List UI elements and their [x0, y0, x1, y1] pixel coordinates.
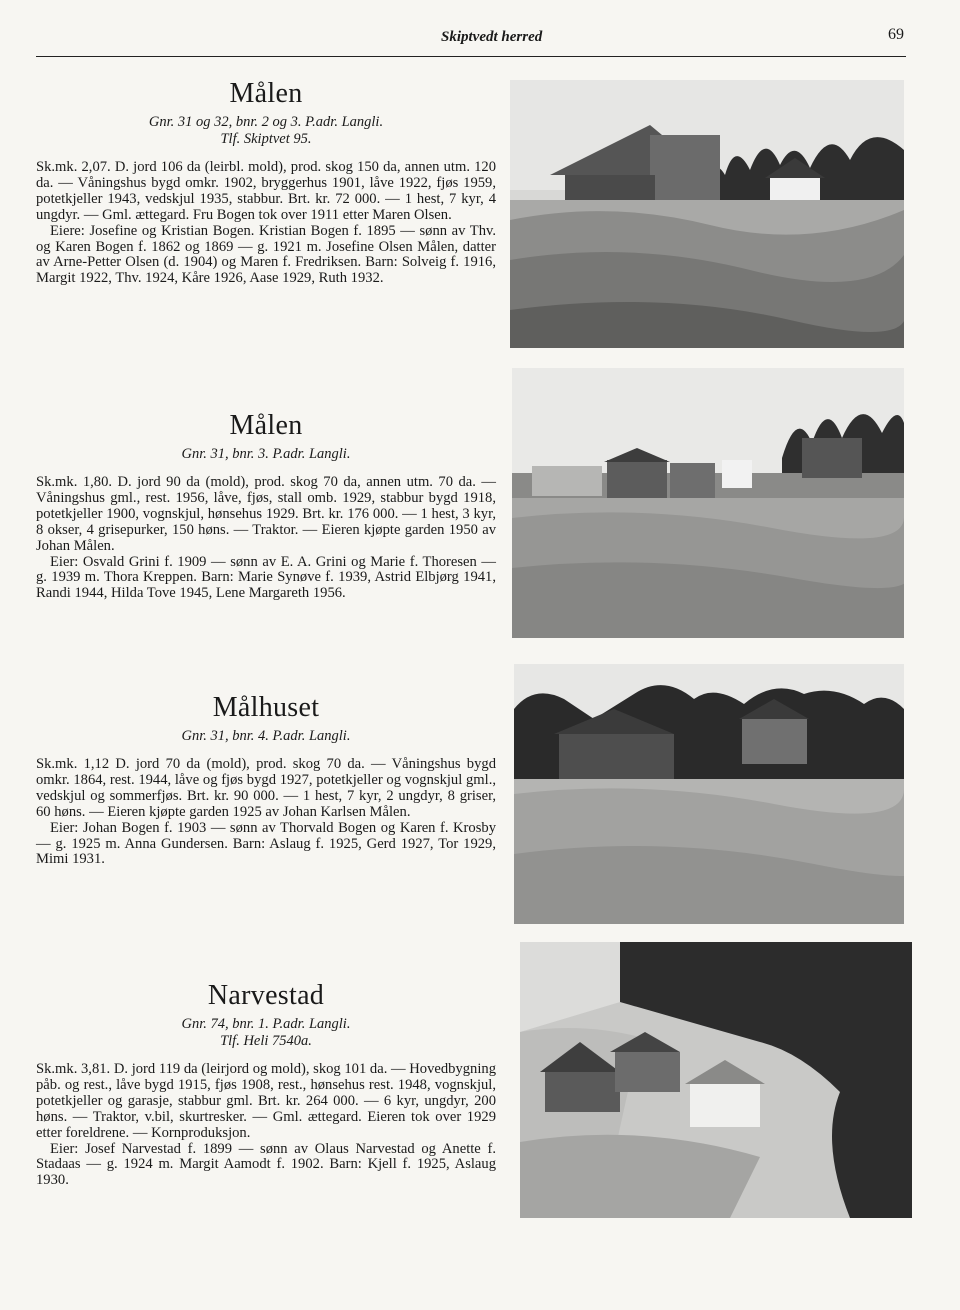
- paragraph: Sk.mk. 3,81. D. jord 119 da (leirjord og mold), skog 101 da. — Hovedbygning påb. og rest., låve bygd 1915, fjøs 1908, rest., hønsehus rest. 1948, vognskjul, potetkjeller og garasje, stabbur gml. Brt. kr. 264 000. — 6 kyr, ungdyr, 200 høns. — Traktor, v.bil, skurtresker. — Gml. ættegard. Eieren tok over 1929 etter foreldrene. — Kornproduksjon.: [36, 1061, 496, 1141]
- paragraph: Eiere: Josefine og Kristian Bogen. Kristian Bogen f. 1895 — sønn av Thv. og Karen Bogen f. 1862 og 1869 — g. 1921 m. Josefine Olsen Målen, datter av Arne-Petter Olsen (d. 1904) og Maren f. Fredriksen. Barn: Solveig f. 1916, Margit 1922, Thv. 1924, Kåre 1926, Aase 1929, Ruth 1932.: [36, 222, 496, 287]
- meta-line: Tlf. Heli 7540a.: [220, 1033, 312, 1049]
- photo-malhuset: [514, 664, 904, 924]
- running-title: Skiptvedt herred: [441, 29, 543, 45]
- meta-line: Gnr. 31, bnr. 3. P.adr. Langli.: [181, 446, 351, 462]
- entry-body: [36, 1062, 496, 1189]
- entry-malen-1: [36, 78, 496, 287]
- entry-title: Narvestad: [207, 980, 325, 1011]
- meta-line: Tlf. Skiptvet 95.: [220, 131, 312, 147]
- meta-line: Gnr. 31, bnr. 4. P.adr. Langli.: [181, 728, 351, 744]
- page-number: 69: [888, 26, 904, 43]
- paragraph: Eier: Johan Bogen f. 1903 — sønn av Thorvald Bogen og Karen f. Krosby — g. 1925 m. Anna Gundersen. Barn: Aslaug f. 1925, Gerd 1927, Tor 1929, Mimi 1931.: [36, 819, 496, 868]
- paragraph: Eier: Josef Narvestad f. 1899 — sønn av Olaus Narvestad og Anette f. Stadaas — g. 1924 m. Margit Aamodt f. 1902. Barn: Kjell f. 1925, Aslaug 1930.: [36, 1140, 496, 1189]
- entry-meta: [36, 728, 496, 745]
- photo-malen-farm-2: [512, 368, 904, 638]
- paragraph: Sk.mk. 1,80. D. jord 90 da (mold), prod. skog 70 da, annen utm. 70 da. — Våningshus gml., rest. 1956, låve, fjøs, stall omb. 1929, stabbur bygd 1918, potetkjeller 1900, vognskjul, hønsehus 1929. Brt. kr. 176 000. — 1 hest, 3 kyr, 8 okser, 4 grisepurker, 150 høns. — Traktor. — Eieren kjøpte garden 1950 av Johan Målen.: [36, 474, 496, 554]
- entry-narvestad: [36, 980, 496, 1189]
- entry-malhuset: [36, 692, 496, 868]
- page-header: [36, 26, 906, 57]
- meta-line: Gnr. 31 og 32, bnr. 2 og 3. P.adr. Langli.: [148, 114, 384, 130]
- entry-meta: [36, 446, 496, 463]
- entry-body: [36, 160, 496, 287]
- paragraph: Sk.mk. 2,07. D. jord 106 da (leirbl. mold), prod. skog 150 da, annen utm. 120 da. — Våningshus bygd omkr. 1902, bryggerhus 1901, låve 1922, fjøs 1959, potetkjeller 1943, vedskjul 1935, stabbur. Brt. kr. 72 000. — 1 hest, 7 kyr, 4 ungdyr. — Gml. ættegard. Fru Bogen tok over 1911 etter Maren Olsen.: [36, 159, 496, 223]
- photo-malen-farm-1: [510, 80, 904, 348]
- entry-title: Målhuset: [212, 692, 320, 723]
- entry-meta: [36, 114, 496, 148]
- meta-line: Gnr. 74, bnr. 1. P.adr. Langli.: [181, 1016, 351, 1032]
- photo-narvestad: [520, 942, 912, 1218]
- entry-title: Målen: [229, 410, 303, 441]
- entry-body: [36, 757, 496, 868]
- entry-title: Målen: [229, 78, 303, 109]
- paragraph: Sk.mk. 1,12 D. jord 70 da (mold), prod. skog 70 da. — Våningshus bygd omkr. 1864, rest. 1944, låve og fjøs bygd 1927, potetkjeller og vognskjul gml., vedskjul og sommerfjøs. Brt. kr. 90 000. — 1 hest, 7 kyr, 2 ungdyr, 8 griser, 60 høns. — Eieren kjøpte garden 1925 av Johan Karlsen Målen.: [36, 756, 496, 820]
- entry-malen-2: [36, 410, 496, 602]
- entry-body: [36, 475, 496, 602]
- entry-meta: [36, 1016, 496, 1050]
- paragraph: Eier: Osvald Grini f. 1909 — sønn av E. A. Grini og Marie f. Thoresen — g. 1939 m. Thora Kreppen. Barn: Marie Synøve f. 1939, Astrid Elbjørg 1941, Randi 1944, Hilda Tove 1945, Lene Margareth 1956.: [36, 553, 496, 602]
